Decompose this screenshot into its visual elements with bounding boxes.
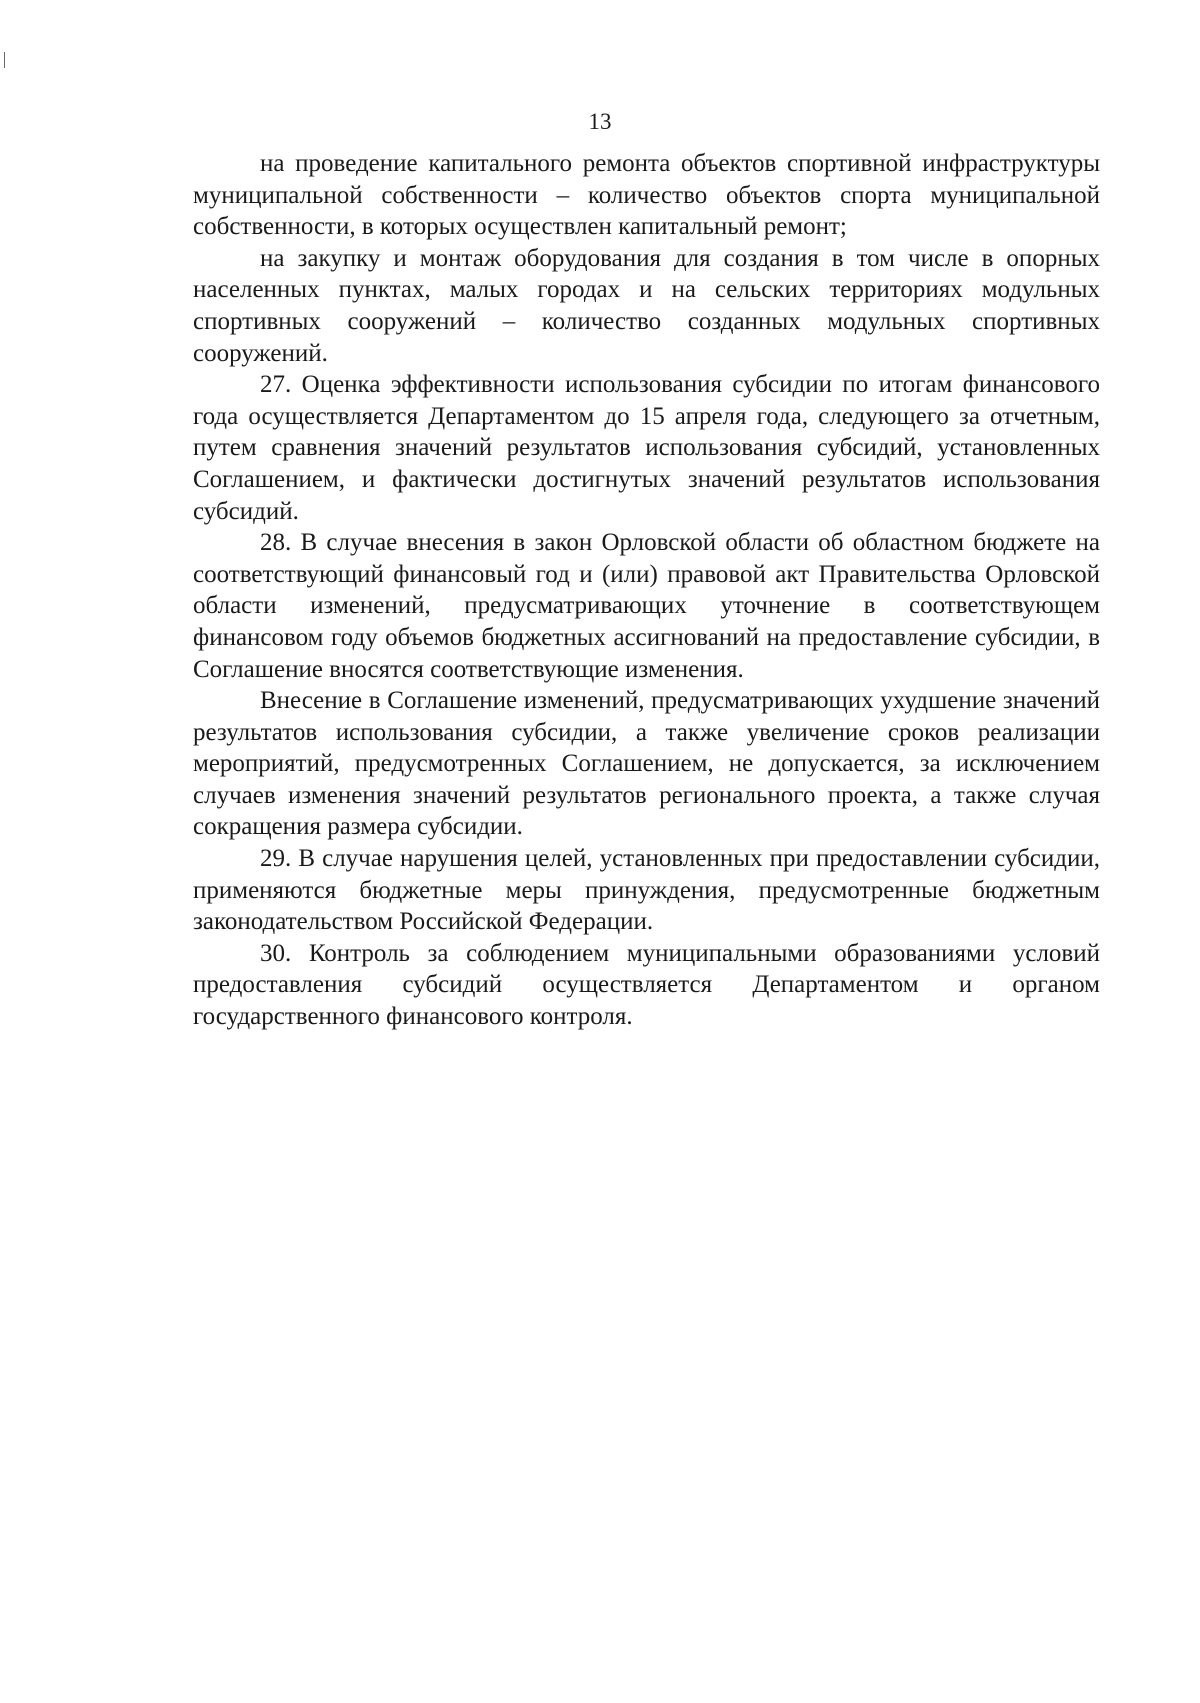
paragraph-modular-facilities: на закупку и монтаж оборудования для создания в том числе в опорных населенных пунктах, малых городах и на сельских территориях модульных спортивных сооружений – количество созданных модульных спортивных сооружений. [193, 244, 1100, 367]
page-number: 13 [588, 109, 612, 134]
paragraph-agreement-amendments: Внесение в Соглашение изменений, предусматривающих ухудшение значений результатов использования субсидии, а также увеличение сроков реализации мероприятий, предусмотренных Соглашением, не допускается, за исключением случаев изменения значений результатов регионального проекта, а также случая сокращения размера субсидии. [193, 687, 1100, 841]
paragraph-30-control: 30. Контроль за соблюдением муниципальными образованиями условий предоставления субсидий осуществляется Департаментом и органом государственного финансового контроля. [193, 939, 1100, 1031]
scan-artifact-left-edge [4, 52, 5, 68]
paragraph-29-violations: 29. В случае нарушения целей, установленных при предоставлении субсидии, применяются бюджетные меры принуждения, предусмотренные бюджетным законодательством Российской Федерации. [193, 845, 1100, 936]
paragraph-capital-repair: на проведение капитального ремонта объектов спортивной инфраструктуры муниципальной собственности – количество объектов спорта муниципальной собственности, в которых осуществлен капитальный ремонт; [193, 150, 1100, 241]
paragraph-28-budget-changes: 28. В случае внесения в закон Орловской области об областном бюджете на соответствующий финансовый год и (или) правовой акт Правительства Орловской области изменений, предусматривающих уточнение в соответствующем финансовом году объемов бюджетных ассигнований на предоставление субсидии, в Соглашение вносятся соответствующие изменения. [193, 529, 1100, 683]
paragraph-27-efficiency-assessment: 27. Оценка эффективности использования субсидии по итогам финансового года осуществляется Департаментом до 15 апреля года, следующего за отчетным, путем сравнения значений результатов использования субсидий, установленных Соглашением, и фактически достигнутых значений результатов использования субсидий. [193, 371, 1100, 525]
document-body [193, 148, 1100, 1033]
